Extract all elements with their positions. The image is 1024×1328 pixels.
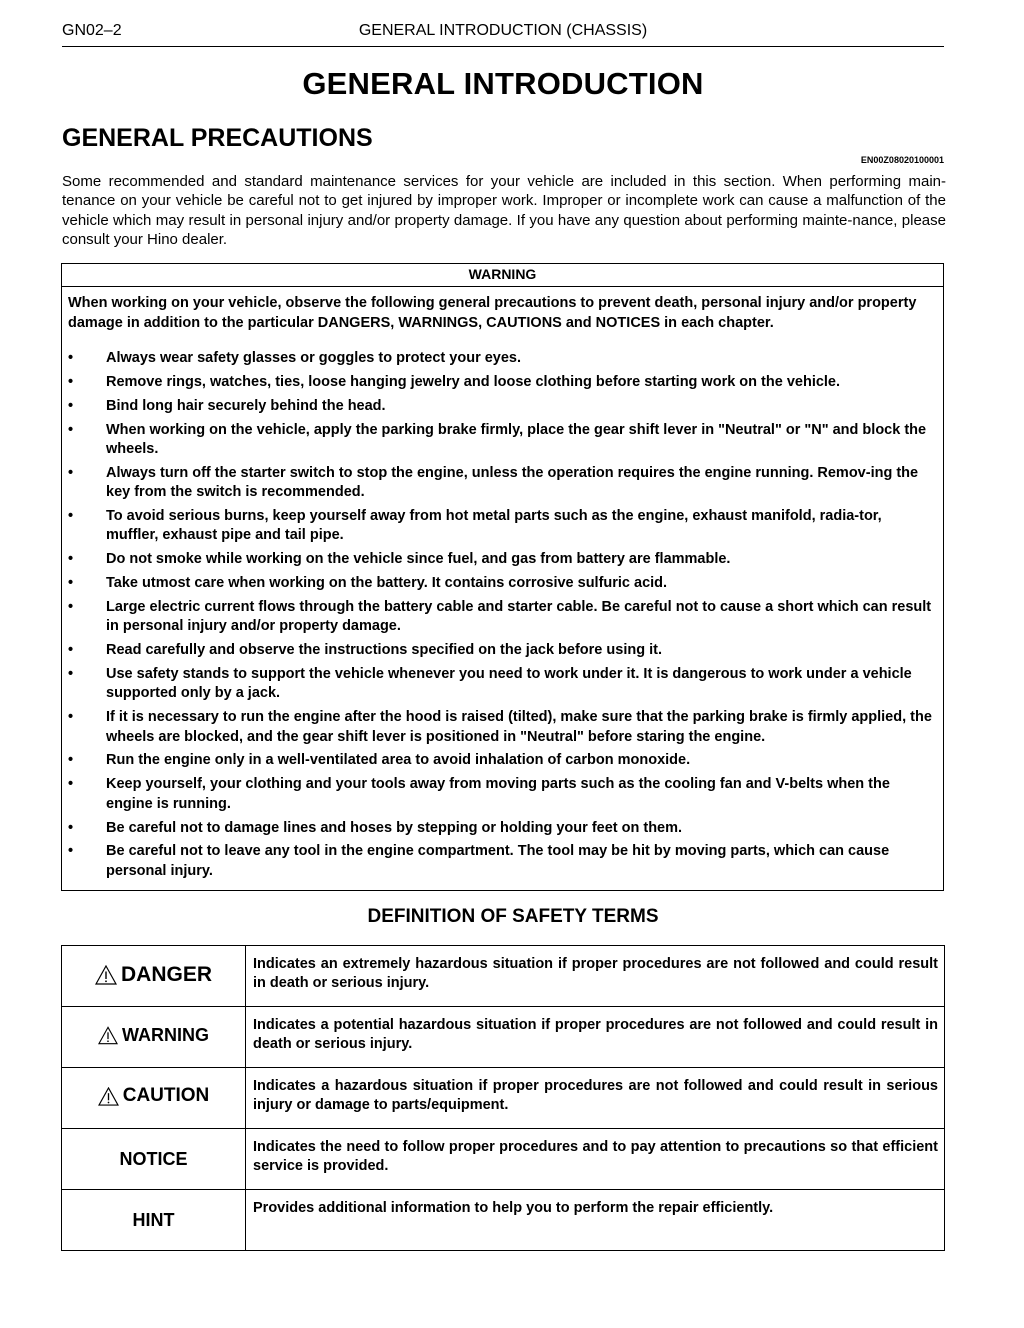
list-item — [68, 751, 937, 770]
bullet: • — [68, 599, 74, 616]
term-notice: NOTICE — [119, 1148, 188, 1169]
list-item-text: Do not smoke while working on the vehicle since fuel, and gas from battery are flammable. — [106, 551, 731, 568]
list-item — [68, 397, 937, 416]
warning-box-lead: When working on your vehicle, observe the following general precautions to prevent death, personal injury and/or property damage in addition to the particular DANGERS, WARNINGS, CAUTIONS and NOTICES in each chapter. — [68, 295, 917, 331]
bullet: • — [68, 642, 74, 659]
list-item-text: Be careful not to leave any tool in the engine compartment. The tool may be hit by moving parts, which can cause personal injury. — [106, 843, 890, 879]
bullet: • — [68, 350, 74, 366]
term-cell — [62, 1007, 246, 1068]
table-row — [62, 1129, 945, 1190]
list-item-text: Keep yourself, your clothing and your tools away from moving parts such as the cooling fan and V-belts when the engine is running. — [106, 776, 890, 812]
term-caution: CAUTION — [122, 1085, 210, 1107]
term-description: Indicates a potential hazardous situation if proper procedures are not followed and could result in death or serious injury. — [246, 1007, 945, 1068]
bullet: • — [68, 752, 74, 769]
term-cell — [62, 1190, 246, 1251]
safety-terms-table — [61, 945, 945, 1251]
page-code: GN02–2 — [62, 22, 122, 39]
bullet: • — [68, 843, 74, 860]
bullet: • — [68, 819, 74, 836]
term-cell — [62, 946, 246, 1007]
term-hint: HINT — [132, 1209, 175, 1230]
list-item — [68, 507, 937, 546]
table-row — [62, 1007, 945, 1068]
list-item — [68, 464, 937, 503]
bullet: • — [68, 666, 74, 683]
intro-paragraph: Some recommended and standard maintenance services for your vehicle are included in this section. When performing main-tenance on your vehicle be careful not to get injured by improper work. Improper or incomplete work can cause a malfunction of the vehicle which may result in personal injury and/or property damage. If you have any question about performing mainte-nance, please consult your Hino dealer. — [62, 173, 946, 249]
bullet: • — [68, 421, 74, 438]
list-item — [68, 421, 937, 460]
bullet: • — [68, 508, 74, 525]
list-item — [68, 598, 937, 637]
page-header — [62, 20, 944, 47]
bullet: • — [68, 464, 74, 481]
term-description: Indicates an extremely hazardous situation if proper procedures are not followed and could result in death or serious injury. — [246, 946, 945, 1007]
list-item — [68, 574, 937, 593]
list-item-text: Always turn off the starter switch to stop the engine, unless the operation requires the engine running. Remov-ing the key from the switch is recommended. — [106, 464, 919, 501]
warning-triangle-icon — [95, 965, 117, 985]
list-item-text: Remove rings, watches, ties, loose hanging jewelry and loose clothing before starting work on the vehicle. — [106, 373, 841, 390]
list-item-text: Large electric current flows through the battery cable and starter cable. Be careful not to cause a short which can result in personal injury and/or property damage. — [106, 599, 932, 635]
definitions-heading: DEFINITION OF SAFETY TERMS — [367, 906, 659, 927]
list-item-text: Read carefully and observe the instructions specified on the jack before using it. — [106, 642, 662, 659]
list-item — [68, 708, 937, 747]
list-item — [68, 373, 937, 392]
list-item — [68, 819, 937, 838]
bullet: • — [68, 776, 74, 793]
list-item — [68, 641, 937, 660]
list-item-text: Bind long hair securely behind the head. — [106, 397, 386, 414]
term-danger: DANGER — [120, 962, 212, 986]
list-item — [68, 665, 937, 704]
list-item-text: Always wear safety glasses or goggles to protect your eyes. — [106, 350, 522, 366]
section-heading: GENERAL PRECAUTIONS — [62, 124, 373, 152]
warning-triangle-icon — [98, 1026, 118, 1045]
term-cell — [62, 1068, 246, 1129]
bullet: • — [68, 397, 74, 414]
term-description: Provides additional information to help you to perform the repair efficiently. — [246, 1190, 945, 1251]
table-row — [62, 946, 945, 1007]
warning-triangle-icon — [98, 1087, 119, 1106]
running-section-title: GENERAL INTRODUCTION (CHASSIS) — [358, 22, 648, 39]
warning-box — [61, 263, 944, 891]
precaution-list — [62, 349, 943, 881]
list-item-text: To avoid serious burns, keep yourself away from hot metal parts such as the engine, exhaust manifold, radia-tor, muffler, exhaust pipe and tail pipe. — [106, 508, 882, 544]
term-description: Indicates a hazardous situation if proper procedures are not followed and could result in serious injury or damage to parts/equipment. — [246, 1068, 945, 1129]
warning-box-heading: WARNING — [62, 264, 943, 287]
list-item — [68, 842, 937, 881]
list-item-text: Be careful not to damage lines and hoses by stepping or holding your feet on them. — [106, 819, 683, 836]
term-cell — [62, 1129, 246, 1190]
bullet: • — [68, 551, 74, 568]
bullet: • — [68, 575, 74, 592]
table-row — [62, 1190, 945, 1251]
bullet: • — [68, 373, 74, 390]
term-description: Indicates the need to follow proper procedures and to pay attention to precautions so that efficient service is provided. — [246, 1129, 945, 1190]
list-item — [68, 550, 937, 569]
table-row — [62, 1068, 945, 1129]
list-item — [68, 775, 937, 814]
list-item-text: Use safety stands to support the vehicle whenever you need to work under it. It is dangerous to work under a vehicle supported only by a jack. — [106, 666, 912, 702]
list-item-text: When working on the vehicle, apply the parking brake firmly, place the gear shift lever in "Neutral" or "N" and block the wheels. — [106, 421, 927, 457]
list-item-text: Take utmost care when working on the battery. It contains corrosive sulfuric acid. — [106, 575, 668, 592]
list-item-text: If it is necessary to run the engine after the hood is raised (tilted), make sure that the parking brake is firmly applied, the wheels are blocked, and the gear shift lever is positioned in "Neutral" before staring the engine. — [106, 709, 932, 745]
list-item — [68, 349, 937, 368]
document-code: EN00Z08020100001 — [860, 155, 944, 165]
page-title: GENERAL INTRODUCTION — [302, 66, 704, 101]
bullet: • — [68, 709, 74, 726]
list-item-text: Run the engine only in a well-ventilated area to avoid inhalation of carbon monoxide. — [106, 752, 691, 769]
term-warning: WARNING — [122, 1024, 209, 1045]
